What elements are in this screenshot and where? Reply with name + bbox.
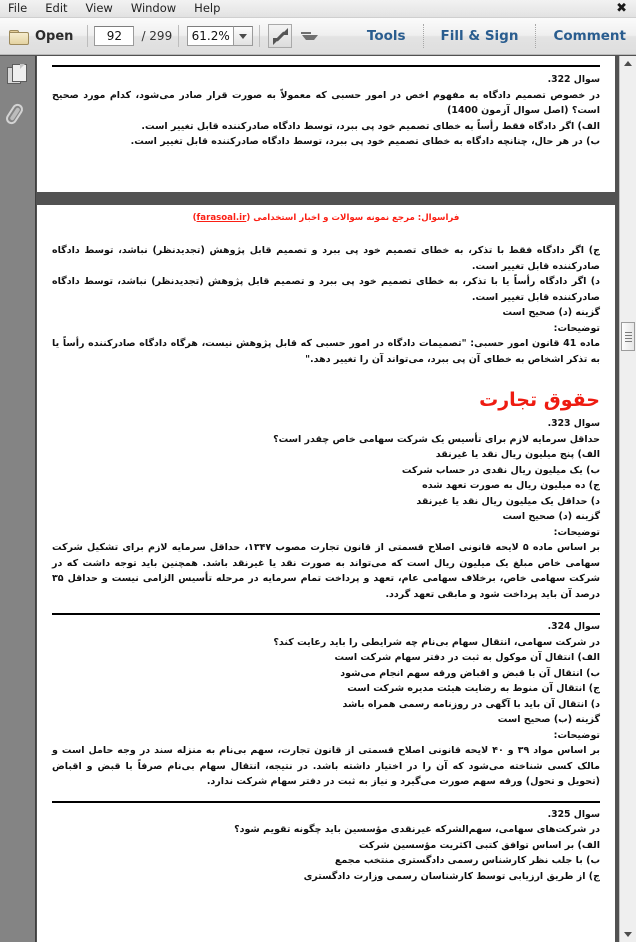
page-gap	[37, 192, 615, 205]
watermark-suffix: )	[192, 213, 197, 223]
page-upper-content	[37, 56, 615, 150]
close-icon[interactable]: ✖	[616, 1, 627, 16]
question-322-answer: گزینه (د) صحیح است	[502, 307, 600, 318]
toolbar-divider-1	[87, 25, 88, 47]
question-322-number: سوال 322.	[547, 74, 600, 85]
document-viewport[interactable]	[37, 56, 636, 942]
scroll-down-triangle-down-icon[interactable]	[620, 926, 636, 942]
question-323-explanation: بر اساس ماده ۵ لایحه قانونی اصلاح قسمتی از قانون تجارت مصوب ۱۳۴۷، حداقل سرمایه لازم برای تشکیل شرکت سهامی خاص مبلغ یک میلیون ریال است که می‌تواند به صورت نقد یا غیرنقد باشد. همچنین باید توجه داشت که در شرکت سهامی خاص، برخلاف سهامی عام، تعهد و پرداخت تمام سرمایه در مرحله تأسیس الزامی نیست و حداقل ۳۵ درصد آن باید پرداخت شود و مابقی تعهد گردد.	[52, 542, 601, 600]
section-heading-commercial-law: حقوق تجارت	[479, 389, 600, 411]
toolbar-divider-2	[178, 25, 179, 47]
chevron-down-icon[interactable]	[233, 26, 253, 46]
question-323-option-d: د) حداقل یک میلیون ریال نقد یا غیرنقد	[416, 495, 600, 507]
triangle-up-icon	[624, 61, 632, 66]
question-324-option-c: ج) انتقال آن منوط به رضایت هیئت مدیره شرکت است	[347, 683, 600, 694]
page-number-input[interactable]: 92	[94, 26, 134, 46]
menu-item-file[interactable]: File	[8, 1, 28, 15]
watermark-line	[52, 211, 600, 225]
pdf-page-upper	[37, 56, 615, 192]
vertical-scrollbar[interactable]	[619, 56, 636, 942]
chevron-triangle	[302, 35, 318, 40]
question-324-explanation: بر اساس مواد ۳۹ و ۴۰ لایحه قانونی اصلاح قسمتی از قانون تجارت، سهم بی‌نام به منزله سند در وجه حامل است و مالک کسی شناخته می‌شود که آن را در اختیار داشته باشد. در نتیجه، انتقال سهام بی‌نام صرفاً با قبض و اقباض (تحویل و تحول) ورقه سهم صورت می‌گیرد و نیاز به ثبت در دفتر سهام شرکت ندارد.	[52, 745, 600, 787]
watermark-link[interactable]: farasoal.ir	[196, 213, 247, 223]
page-total-label: / 299	[141, 29, 173, 43]
question-323-option-b: ب) یک میلیون ریال نقدی در حساب شرکت	[401, 464, 600, 476]
zoom-level-input[interactable]: 61.2%	[187, 26, 233, 46]
triangle-down-icon	[624, 932, 632, 937]
question-324-prompt: در شرکت سهامی، انتقال سهام بی‌نام چه شرایطی را باید رعایت کند؟	[273, 636, 600, 648]
page-thumbnails-icon[interactable]	[4, 62, 32, 90]
question-323-number: سوال 323.	[547, 418, 600, 429]
question-322-explanation-label: توضیحات:	[553, 322, 600, 334]
fit-arrow-down-left	[273, 38, 280, 45]
scrollbar-grip-icon	[625, 332, 632, 342]
thumbnail-corner-fold	[20, 64, 25, 69]
question-324-number: سوال 324.	[547, 621, 600, 632]
question-325-option-b: ب) با جلب نظر کارشناس رسمی دادگستری منتخب مجمع	[334, 855, 600, 866]
menu-bar	[0, 0, 636, 18]
watermark-prefix: فراسوال: مرجع نمونه سوالات و اخبار استخدامی (	[246, 213, 460, 223]
more-tools-chevron-down-icon[interactable]	[298, 26, 314, 46]
navigation-rail	[0, 56, 36, 942]
pdf-page-lower	[37, 205, 615, 942]
question-322-explanation: ماده 41 قانون امور حسبی: "تصمیمات دادگاه در امور حسبی که قابل پژوهش نیست، هرگاه دادگاه صادرکننده رأساً یا به تذکر اشخاص به خطای آن پی ببرد، می‌تواند آن را تغییر دهد."	[52, 338, 600, 365]
question-323-explanation-label: توضیحات:	[553, 526, 600, 538]
toolbar	[0, 18, 636, 55]
question-324-option-a: الف) انتقال آن موکول به ثبت در دفتر سهام شرکت است	[334, 652, 600, 663]
scrollbar-thumb[interactable]	[621, 322, 635, 351]
question-323-option-c: ج) ده میلیون ریال به صورت تعهد شده	[422, 480, 600, 491]
toolbar-divider-5	[535, 24, 536, 48]
menu-item-edit[interactable]: Edit	[45, 1, 68, 15]
folder-icon	[9, 28, 29, 44]
tools-button[interactable]: Tools	[366, 28, 406, 44]
menu-item-help[interactable]: Help	[194, 1, 221, 15]
question-325-number: سوال 325.	[547, 808, 600, 820]
question-322-option-d: د) اگر دادگاه رأساً یا با تذکر، به خطای تصمیم خود پی ببرد و تصمیم قابل پژوهش (تجدیدنظر) نباشد، توسط دادگاه صادرکننده قابل تغییر است.	[52, 276, 600, 303]
toolbar-divider-3	[259, 25, 260, 47]
question-322-prompt: در خصوص تصمیم دادگاه به مفهوم اخص در امور حسبی که معمولاً به صورت قرار صادر می‌شود، کدام مورد صحیح است؟ (اصل سوال آزمون 1400)	[52, 89, 600, 116]
toolbar-divider-4	[423, 24, 424, 48]
question-325-option-a: الف) بر اساس توافق کتبی اکثریت مؤسسین شرکت	[358, 839, 600, 851]
question-322-option-b: ب) در هر حال، چنانچه دادگاه به خطای تصمیم خود پی ببرد، توسط دادگاه صادرکننده قابل تغییر است.	[130, 136, 600, 147]
comment-button[interactable]: Comment	[553, 28, 626, 44]
question-323-prompt: حداقل سرمایه لازم برای تأسیس یک شرکت سهامی خاص چقدر است؟	[273, 433, 600, 445]
question-324-answer: گزینه (ب) صحیح است	[497, 714, 600, 725]
menu-item-window[interactable]: Window	[130, 1, 177, 15]
question-324-explanation-label: توضیحات:	[553, 729, 600, 741]
zoom-control[interactable]	[187, 26, 253, 46]
question-323-option-a: الف) پنج میلیون ریال نقد یا غیرنقد	[435, 449, 600, 460]
question-323-answer: گزینه (د) صحیح است	[502, 511, 600, 522]
open-button[interactable]	[0, 22, 81, 50]
question-324-option-d: د) انتقال آن باید با آگهی در روزنامه رسمی همراه باشد	[342, 698, 600, 710]
question-325-prompt: در شرکت‌های سهامی، سهم‌الشرکه غیرنقدی مؤسسین باید چگونه تقویم شود؟	[234, 824, 600, 835]
question-325-option-c: ج) از طریق ارزیابی توسط کارشناسان رسمی وزارت دادگستری	[303, 870, 600, 882]
fit-page-icon[interactable]	[268, 24, 292, 48]
question-322-option-c: ج) اگر دادگاه فقط با تذکر، به خطای تصمیم خود پی ببرد و تصمیم قابل پژوهش (تجدیدنظر) نباشد، توسط دادگاه صادرکننده قابل تغییر است.	[52, 245, 600, 272]
open-button-label: Open	[35, 28, 74, 44]
scroll-up-triangle-up-icon[interactable]	[620, 56, 636, 72]
paperclip-icon[interactable]	[4, 100, 32, 130]
question-322-option-a: الف) اگر دادگاه فقط رأساً به خطای تصمیم خود پی ببرد، توسط دادگاه صادرکننده قابل تغییر است.	[141, 120, 600, 132]
menu-item-view[interactable]: View	[85, 1, 113, 15]
fill-and-sign-button[interactable]: Fill & Sign	[440, 28, 519, 44]
question-324-option-b: ب) انتقال آن با قبض و اقباض ورقه سهم انجام می‌شود	[340, 667, 600, 679]
chevron-line	[301, 32, 311, 34]
page-lower-content	[37, 205, 615, 884]
